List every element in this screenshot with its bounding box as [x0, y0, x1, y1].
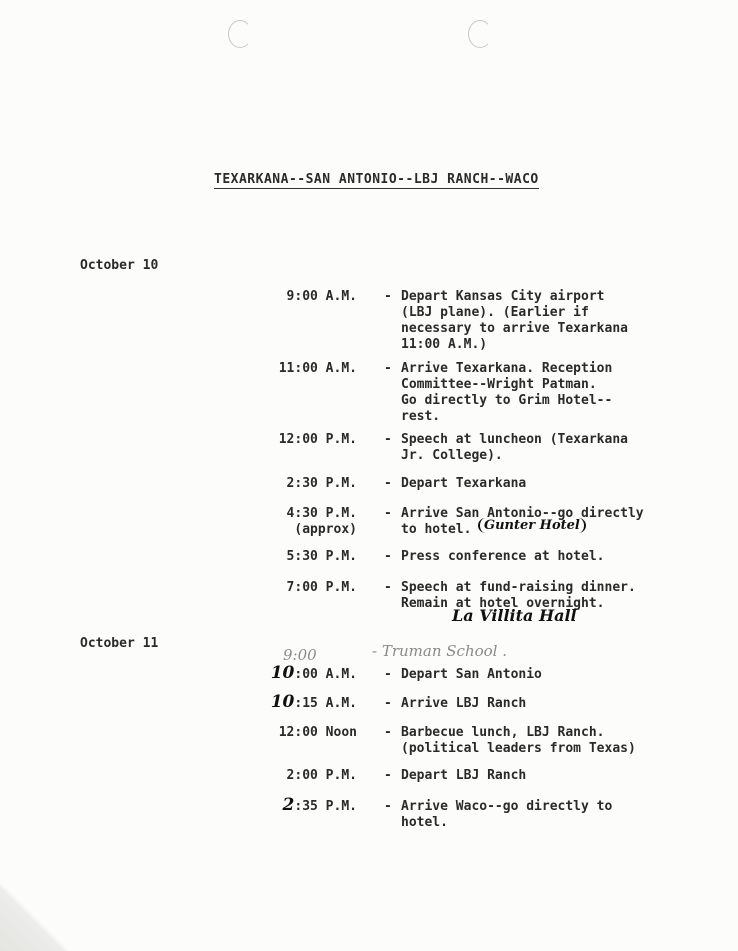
handwritten-correction: 10 — [270, 692, 295, 712]
dash: - — [384, 696, 392, 711]
handwritten-correction: 10 — [270, 663, 295, 683]
event-description: Speech at fund-raising dinner. Remain at hotel overnight. — [401, 580, 636, 611]
event-time: 12:00 P.M. — [278, 432, 357, 447]
event-description: Depart Texarkana — [401, 476, 527, 491]
dash: - — [384, 432, 392, 447]
event-time: 5:30 P.M. — [286, 549, 357, 564]
event-description: Depart LBJ Ranch — [401, 768, 527, 783]
event-description: Depart Kansas City airport (LBJ plane). (Earlier if necessary to arrive Texarkana 11:00 A.M.) — [401, 289, 628, 352]
event-description: Arrive Texarkana. Reception Committee--Wright Patman. Go directly to Grim Hotel-- rest. — [401, 361, 613, 424]
event-description: Barbecue lunch, LBJ Ranch. (political leaders from Texas) — [401, 725, 636, 756]
event-description: Depart San Antonio — [401, 667, 542, 682]
event-description: Arrive Waco--go directly to hotel. — [401, 799, 613, 830]
event-time: 11:00 A.M. — [278, 361, 357, 376]
pencil-note-time: 9:00 — [283, 646, 317, 664]
event-time: 7:00 P.M. — [286, 580, 357, 595]
handwritten-annotation: La Villita Hall — [452, 606, 577, 625]
event-time: 2:30 P.M. — [286, 476, 357, 491]
folded-corner — [0, 881, 70, 951]
handwritten-annotation: Gunter Hotel — [478, 518, 586, 533]
event-description: Arrive LBJ Ranch — [401, 696, 527, 711]
event-time — [227, 665, 357, 683]
punch-hole-icon — [468, 20, 492, 48]
event-time — [227, 694, 357, 712]
date-heading: October 11 — [80, 636, 159, 651]
page-title: TEXARKANA--SAN ANTONIO--LBJ RANCH--WACO — [214, 172, 539, 187]
dash: - — [384, 506, 392, 521]
event-description: Speech at luncheon (Texarkana Jr. College). — [401, 432, 628, 463]
dash: - — [384, 667, 392, 682]
pencil-note: - Truman School . — [372, 642, 507, 660]
punch-hole-icon — [228, 20, 252, 48]
event-time-approx: (approx) — [294, 522, 357, 537]
event-time: 4:30 P.M. — [286, 506, 357, 521]
dash: - — [384, 799, 392, 814]
dash: - — [384, 361, 392, 376]
event-time: 12:00 Noon — [278, 725, 357, 740]
dash: - — [384, 549, 392, 564]
dash: - — [384, 289, 392, 304]
dash: - — [384, 725, 392, 740]
dash: - — [384, 768, 392, 783]
event-time-rest: :15 A.M. — [294, 696, 357, 711]
event-description: Press conference at hotel. — [401, 549, 605, 564]
event-time: 9:00 A.M. — [286, 289, 357, 304]
dash: - — [384, 476, 392, 491]
event-description: Arrive San Antonio--go directly to hotel. — [401, 506, 644, 537]
event-time: 2:00 P.M. — [286, 768, 357, 783]
event-time-rest: :35 P.M. — [294, 799, 357, 814]
dash: - — [384, 580, 392, 595]
event-time-rest: :00 A.M. — [294, 667, 357, 682]
date-heading: October 10 — [80, 258, 159, 273]
handwritten-correction: 2 — [282, 795, 295, 815]
event-time — [227, 797, 357, 815]
